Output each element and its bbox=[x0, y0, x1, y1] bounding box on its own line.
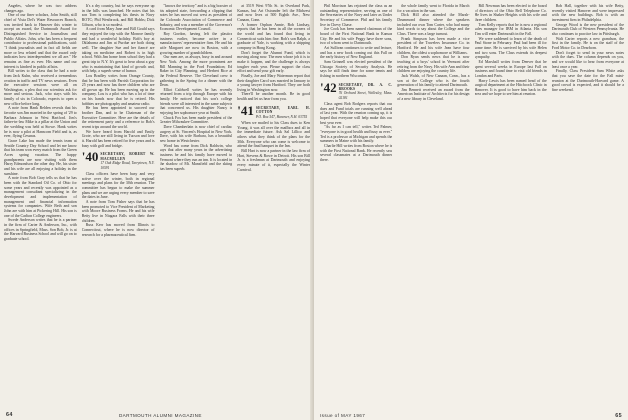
paragraph: Jim Bennett received an award from the American Institute of Architects for his design of a new library in Cleveland. bbox=[397, 87, 470, 102]
paragraph: Grace Lake has made the tennis team at Seattle Country Day School and let me know that his team won every match from the Green Acres spring vacation. The happy grandparents are now visiting with them Harry Edmondson the other day. He, his sister and his wife are all enjoying a holiday in the sunshine. bbox=[4, 139, 77, 176]
paragraph: Word has come from Dick Baldwin, who says that after many years in the advertising business he and his family have moved to Vermont where they run an inn. It is located in the shadow of Mt. Mansfield and the skiing has been superb. bbox=[159, 143, 233, 171]
paragraph: Russ Kerr has moved from Illinois to Connecticut, where he is now director of research for a pharmaceutical firm. bbox=[81, 223, 155, 237]
paragraph: Bill Newman has been elected to the board of directors of the Ohio Bell Telephone Co. He lives in Shaker Heights with his wife and three children. bbox=[474, 4, 547, 22]
class-heading bbox=[237, 102, 310, 119]
paragraph: Class agent Bob Rodgers reports that our dues and Fund totals are running well ahead of last year. With the reunion coming up, it is hoped that everyone will help make this our best year ever. bbox=[320, 102, 393, 125]
column bbox=[4, 4, 77, 404]
paragraph: When we mailed to his Class dues to Ken Young, it was all over the mailbox and all in the immediate future. Ask Sal Lillico and others what they think of the plans for the 30th. Everyone who can come is welcome to attend the final banquet in the Inn. bbox=[237, 121, 310, 149]
class-year: '42 bbox=[320, 79, 337, 95]
paragraph: Bob Hall, together with his wife Betty, recently visited Hanover and were impressed with the new buildings. Bob is with an investment firm in Philadelphia. bbox=[551, 4, 624, 22]
column bbox=[82, 4, 155, 404]
column bbox=[237, 4, 310, 404]
paragraph: Ed Marshall writes from Denver that he spent several weeks in Europe last Fall on business and found time to visit old friends in London and Paris. bbox=[474, 59, 547, 78]
paragraph: It's a dry country, but he says everyone up in the hills was launched. He notes that his son Tom is completing his thesis in Navy ROTC; Phil Westbrook, and Bill Hobbs; Dick Gibson, who is so modest. bbox=[81, 4, 155, 27]
paragraph: We have heard from Harold and Emily Grote, who are still living in Tucson and love it. Harold has been retired for five years and is busy with golf and bridge. bbox=[81, 129, 155, 148]
paragraph: Don Ryan sends news that he is now teaching at a boys' school in Vermont after retiring from the Navy. His wife Ann and their children are enjoying the country life. bbox=[397, 55, 470, 74]
secretary-line: SECRETARY, DR. A. C. BROOKS bbox=[338, 82, 393, 91]
paragraph: Don't forget to send in your news notes with the dues. The column depends on you, and we would like to hear from everyone at least once a year. bbox=[551, 50, 624, 69]
paragraph: A former Orphan Annie, Bob Lindsay, reports that he has been in all the corners of the world and has found that living in Connecticut suits him fine. Bob's son Ralph, a graduate of Yale, is working with a shipping company in Hong Kong. bbox=[237, 22, 310, 50]
paragraph: There'll be another month. Be in good health and let us hear from you. bbox=[237, 92, 310, 102]
page-number: 64 bbox=[6, 412, 13, 418]
paragraph: Tom Kelly reports that he is now a regional sales manager for IBM in Atlanta. His son Tim will enter Dartmouth in the Fall. bbox=[474, 22, 547, 36]
paragraph: Finally, Joe and Mary Waterman report that their daughter Carol was married in January to a young lawyer from Hartford. They are both living in Washington now. bbox=[237, 73, 310, 92]
secretary-address: 17 Oak Ridge Road, Tarrytown, N.Y. 10591 bbox=[100, 161, 155, 170]
paragraph: George Wood is the new president of the Dartmouth Club of Western Pennsylvania. He also continues to practice law in Pittsburgh. bbox=[551, 22, 624, 36]
magazine-title: DARTMOUTH ALUMNI MAGAZINE bbox=[118, 412, 202, 418]
paragraph: A note from Hank Belden reveals that his favorite son Jim married in the spring of '29 to Barbara Johnson in West Hartford. Jim's father-in-law Mike is a pillar at the Union and the wedding was held at Stowe. Hank writes he is now a pilot at Hanscom Field and is, as ever, flying Cessnas. bbox=[4, 106, 77, 139]
paragraph: Angeles, where he was two address changes ago. bbox=[4, 4, 77, 13]
paragraph: One of our finer scholars, John Smith, still chief of Vista Del's Water Resources Branch, was invited back to Hanover this winter to accept an award, the Dartmouth Award for Distinguished Service in Journalism and Public Affairs. John, who has been a frequent contributor to professional publications, said: "I think journalists and in fact all fields are more or less related and that the award only indicates how interdependent we all are." He remains as fine as ever. His name and our interest is kindred in public affairs. bbox=[4, 13, 77, 69]
paragraph: Charlie Hill writes from Boston where he is with the First National Bank. He recently saw several classmates at a Dartmouth dinner there. bbox=[320, 144, 393, 162]
secretary-line: SECRETARY, ROBERT W. MACMILLEN bbox=[100, 152, 155, 161]
paragraph: Finally, Class President Sam White asks that you save the date for the Fall mini-reunion at the Dartmouth-Harvard game. A good crowd is expected, and it should be a fine weekend. bbox=[551, 69, 624, 92]
left-footer bbox=[6, 412, 308, 418]
paragraph: Joe Cook has been named chairman of the board of the First National Bank in Kansas City. He and his wife Peggy have three sons, two of whom went to Dartmouth. bbox=[320, 27, 393, 46]
right-footer bbox=[320, 413, 622, 418]
left-columns bbox=[4, 4, 310, 404]
class-year: '41 bbox=[237, 102, 254, 118]
paragraph: Lou Bradley writes from Orange County, that he has been with Parrish Corporation for 25 years and now has three children who are all grown up. He has been moving up in the company. Lou is a pilot who has a lot of time on his hands now that he is retired. His hobbies are photography and amateur radio. bbox=[81, 73, 155, 106]
column bbox=[552, 4, 624, 404]
paragraph: "As far as I can tell," writes Ted Palmer, "everyone is in good health and busy as ever." Ted is a professor at Michigan and spends the summers in Maine with his family. bbox=[320, 125, 393, 144]
issue-date: Issue of MAY 1967 bbox=[320, 413, 366, 418]
secretary-address: 76 Orchard Street, Wellesley, Mass. 02181 bbox=[338, 91, 393, 100]
paragraph: Elliot Caldwell writes he has recently returned from a trip through Europe with his family. He noticed that his son's college friends were all interested in the same subjects that concerned us. His daughter Nancy is enjoying her sophomore year at Smith. bbox=[159, 87, 233, 116]
column bbox=[160, 4, 233, 404]
paragraph: at 3519 West 97th St. in Overland Park, Kansas, but Art Ostrander left the Midwest and now lives at 500 Eighth Ave., New Canaan, Conn. bbox=[237, 4, 310, 22]
paragraph: Jack Walsh, of New Canaan, Conn., has a son at the College who is the fourth generation of his family to attend Dartmouth. bbox=[397, 73, 470, 88]
paragraph: Art Sullivan continues to write and lecture, and has a new book coming out this Fall on the early history of New England. bbox=[320, 45, 393, 60]
paragraph: Don't forget the Alumni Fund, which is moving along now. The men whose job it is to make it happen, and the challenge is always tougher each year. Please support the class effort and send your gift early. bbox=[237, 50, 310, 74]
paragraph: A card from Mary Jane and Bill Gould says they enjoyed the trip with the Monroe family and had a wonderful holiday. Bob's boy at Oklahoma and Jim at Purdue are both doing well. The daughter Sue and her fiancé are taking on medicine and Robert is in high school. With Jim home from school they had a great trip to N.Y. It's great to hear about a guy who is maintaining that kind of growth and, with help, a superb sense of humor. bbox=[81, 27, 155, 74]
paragraph: Dave Chamberlain is now chief of cardiac surgery at St. Vincent's Hospital in New York. Dave, with his wife Barbara, has a beautiful new home in Westchester. bbox=[159, 125, 233, 144]
paragraph: He has been appointed to succeed our brother Dan, and to be Chairman of the Executive Committee. Here are the details of the retirement party and a reference to Bob's recent trips around the world. bbox=[81, 106, 155, 130]
paragraph: A note from Bob Gray tells us that he has been with the Standard Oil Co. of Ohio for some years and recently was appointed as a management consultant specializing in the development and implementation of management and financial information systems for companies. Wife Beth and son John are with him at Pickering Hill. His son is one of the Carlton College engineers. bbox=[4, 176, 77, 218]
column bbox=[397, 4, 469, 404]
right-columns bbox=[320, 4, 624, 404]
paragraph: the whole family went to Florida in March for a vacation in the sun. bbox=[397, 4, 470, 13]
paragraph: Dick Hill also attended the Marsh-Drummond dinner where the speakers included our own Tom Carter, who had many kind words to say about the College and the Class. There was a large turnout. bbox=[397, 13, 470, 36]
paragraph: Bill writes to the class that he had a note from Jack Kuhn, who received a tremendous ovation in traffic and TV news sessions. Even the executive sessions were all on Washington, a plea that our scientists ask for more and serious. Jack, who stays with his family of six in Colorado, expects to open a new office before long. bbox=[4, 69, 77, 106]
column bbox=[475, 4, 547, 404]
class-year: '40 bbox=[81, 149, 99, 165]
paragraph: Our men are, as always, busy in and around New York. Among the more prominent are Bill Manning in the Ford Foundation; Ed Baker in City Planning; and Herbert Rice at the Federal Reserve. The Cleveland crew is gathering in the Spring for a dinner with the Dean. bbox=[159, 55, 233, 88]
paragraph: Bill Hart is now a partner in the law firm of Hart, Stevens & Rowe in Detroit. His son Bill Jr. is a freshman at Dartmouth and enjoying every minute of it, especially the Winter Carnival. bbox=[237, 148, 310, 172]
paragraph: Phil Morrison has rejoined the class as an outstanding representative, serving as one of the Secretaries of the Navy and later as Under Secretary of Commerce. Phil and his family live in Chevy Chase. bbox=[320, 4, 393, 27]
column bbox=[320, 4, 392, 404]
paragraph: Class officers have been busy and very active over the winter, both in regional meetings and plans for the 30th reunion. The committee has begun to make the summer plans and we are urging every member to save the dates in June. bbox=[81, 171, 155, 200]
paragraph: Harry Lewis has been named head of the surgical department at the Hitchcock Clinic in Hanover. It is good to have him back in the area and we hope to see him at reunion. bbox=[474, 78, 547, 97]
paragraph: Walt Carter reports a new grandson, the first in the family. He is on the staff of the Ford Motor Co. in Dearborn. bbox=[551, 36, 624, 50]
page-number: 65 bbox=[615, 412, 622, 419]
paragraph: Swede Anderson writes that he is a partner in the firm of Carter & Anderson, Inc., with offices in Springfield, Mass. Son Bob, Jr. is at the Harvard Business School and will go on to graduate school. bbox=[4, 218, 77, 241]
class-heading bbox=[82, 151, 155, 170]
secretary-line: SECRETARY, EARL H. COTTON bbox=[255, 105, 310, 115]
paragraph: We were saddened to learn of the death of Paul Stone in February. Paul had been ill for some time. He is survived by his wife Helen and two sons. The Class extends its deepest sympathy. bbox=[474, 36, 547, 60]
secretary-address: P.O. Box 547, Hanover, N.H. 03755 bbox=[255, 114, 308, 119]
paragraph: Frank Simpson has been made a vice president of the Travelers Insurance Co. in Hartford. He and his wife Jean have four children, the oldest a sophomore at Williams. bbox=[397, 36, 470, 55]
paragraph: A note from Tom Fisher says that he has been promoted to Vice President of Marketing with Moore Business Forms. He and his wife Betty live in Niagara Falls with their three children. bbox=[81, 199, 155, 223]
right-page bbox=[314, 0, 628, 420]
paragraph: "knows the territory" and is a big booster of his adopted state, forwarding a clipping that notes he has moved out west as president of the Colorado Association of Commerce and Industry, and was a member of the Governor's Economic Development Council. bbox=[159, 4, 233, 32]
paragraph: Chuck Fox has been made president of the Greater Milwaukee Committee. bbox=[159, 115, 233, 125]
paragraph: Roy Gordon, having left the plastics business earlier, became active in a manufacturers' representative firm. He and his wife Margaret are now in Boston, with a growing number of grandchildren. bbox=[159, 31, 233, 55]
class-heading bbox=[320, 79, 393, 101]
paragraph: Sam Grinnell was elected president of the Chicago Society of Security Analysts. He says he still finds time for some tennis and fishing in northern Wisconsin. bbox=[320, 59, 393, 78]
